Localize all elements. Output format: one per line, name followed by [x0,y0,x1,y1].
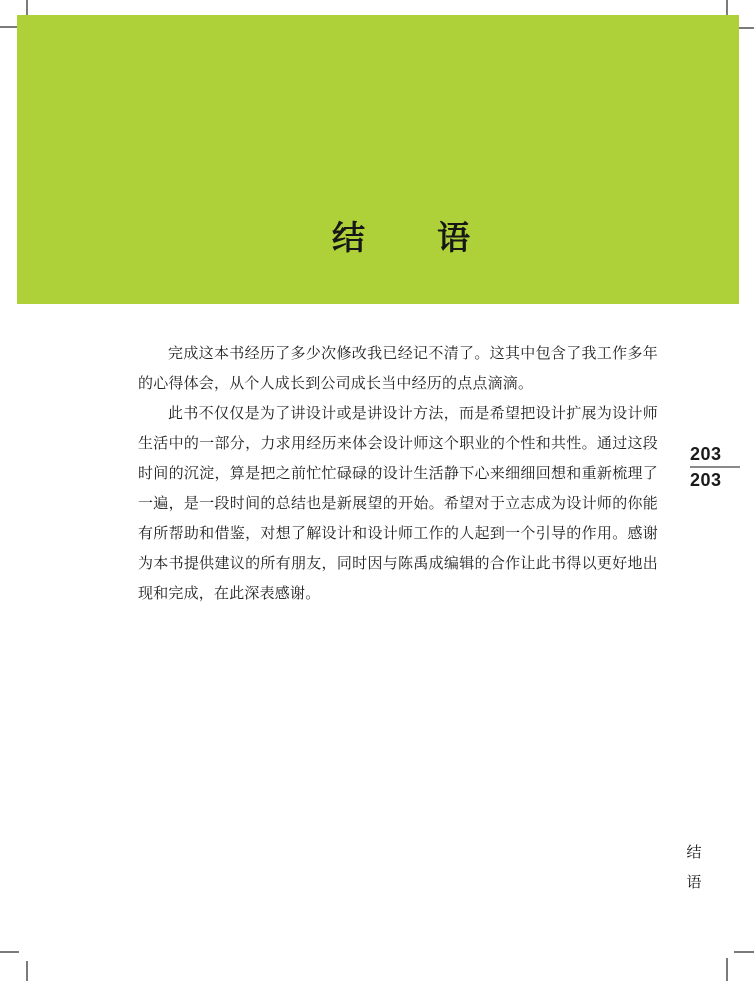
paragraph-2: 此书不仅仅是为了讲设计或是讲设计方法，而是希望把设计扩展为设计师生活中的一部分，力求用经历来体会设计师这个职业的个性和共性。通过这段时间的沉淀，算是把之前忙忙碌碌的设计生活静下心来细细回想和重新梳理了一遍，是一段时间的总结也是新展望的开始。希望对于立志成为设计师的你能有所帮助和借鉴，对想了解设计和设计师工作的人起到一个引导的作用。感谢为本书提供建议的所有朋友，同时因与陈禹成编辑的合作让此书得以更好地出现和完成，在此深表感谢。 [138,406,658,602]
side-caption-char-2: 语 [686,874,702,891]
chapter-title [332,221,470,254]
chapter-title-char-2: 语 [437,219,470,256]
page-number-current: 203 [690,444,722,464]
body-text [138,339,658,609]
crop-mark-bottom-right-vertical [726,958,728,981]
side-caption-char-1: 结 [686,844,702,861]
crop-mark-bottom-right-horizontal [734,951,754,953]
crop-mark-bottom-left-vertical [26,961,28,981]
page-indicator [690,444,740,491]
chapter-title-char-1: 结 [332,219,365,256]
crop-mark-bottom-left-horizontal [0,951,19,953]
page-number-total: 203 [690,470,722,490]
page-number-divider [690,466,740,468]
side-caption [684,838,704,898]
paragraph-1: 完成这本书经历了多少次修改我已经记不清了。这其中包含了我工作多年的心得体会，从个人成长到公司成长当中经历的点点滴滴。 [138,346,658,392]
chapter-header-block [17,15,739,304]
